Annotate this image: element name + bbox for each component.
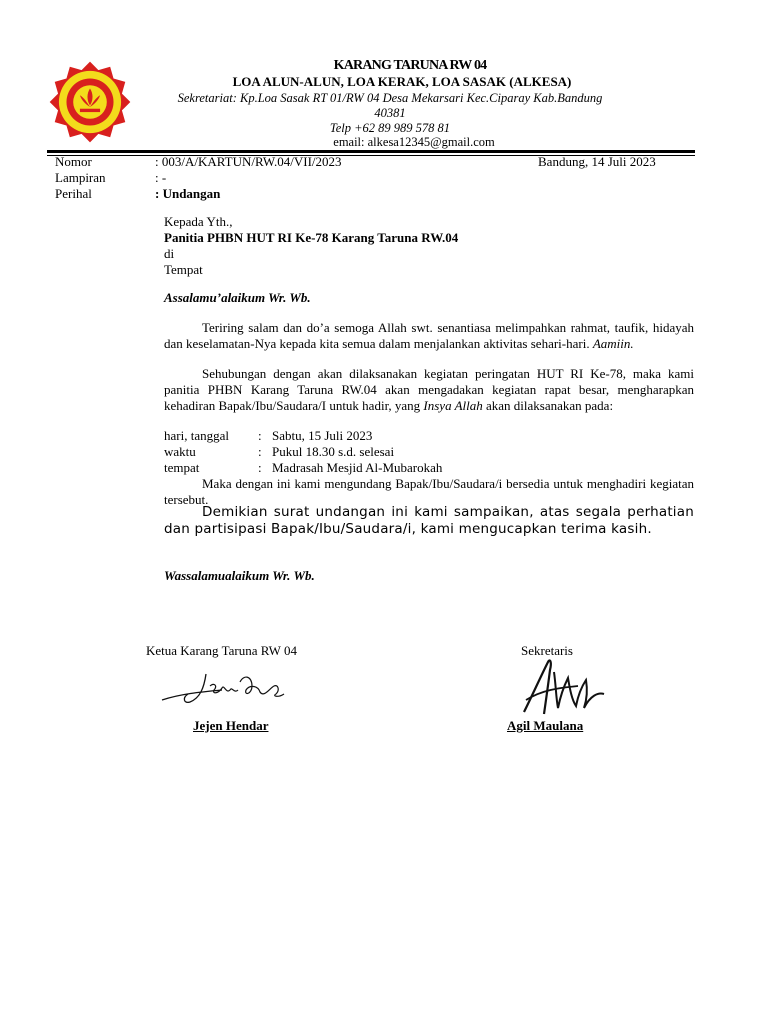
address-phone: Telp +62 89 989 578 81 <box>329 121 451 135</box>
organization-subtitle: LOA ALUN-ALUN, LOA KERAK, LOA SASAK (ALKESA) <box>232 74 572 89</box>
schedule-separator: : <box>258 444 262 459</box>
paragraph-1 <box>164 320 694 352</box>
right-signature-image <box>518 656 608 720</box>
left-signatory-title: Ketua Karang Taruna RW 04 <box>146 643 297 658</box>
schedule-value: Madrasah Mesjid Al-Mubarokah <box>272 460 443 475</box>
paragraph-2-end: akan dilaksanakan pada: <box>486 398 614 413</box>
schedule-separator: : <box>258 460 262 475</box>
left-signatory-name: Jejen Hendar <box>193 718 269 733</box>
perihal-value: : Undangan <box>155 186 221 201</box>
schedule-separator: : <box>258 428 262 443</box>
paragraph-1-italic: Aamiin. <box>592 336 634 351</box>
perihal-label: Perihal <box>55 186 92 201</box>
organization-email: email: alkesa12345@gmail.com <box>333 135 495 149</box>
paragraph-2-italic: Insya Allah <box>423 398 483 413</box>
address-line: Sekretariat: Kp.Loa Sasak RT 01/RW 04 Desa Mekarsari Kec.Ciparay Kab.Bandung <box>177 91 603 105</box>
paragraph-4: Demikian surat undangan ini kami sampaikan, atas segala perhatian dan partisipasi Bapak/Ibu/Saudara/i, kami mengucapkan terima kasih. <box>164 504 694 537</box>
recipient-name: Panitia PHBN HUT RI Ke-78 Karang Taruna RW.04 <box>164 230 459 245</box>
nomor-label: Nomor <box>55 154 92 169</box>
paragraph-2-text: Sehubungan dengan akan dilaksanakan kegiatan peringatan HUT RI Ke-78, maka kami panitia PHBN Karang Taruna RW.04 akan mengadakan kegiatan rapat besar, mengharapkan kehadiran Bapak/Ibu/Saudara/I untuk hadir, yang <box>164 366 694 413</box>
nomor-value: : 003/A/KARTUN/RW.04/VII/2023 <box>155 154 342 169</box>
recipient-salutation: Kepada Yth., <box>164 214 233 229</box>
left-signature-image <box>160 664 290 712</box>
schedule-value: Pukul 18.30 s.d. selesai <box>272 444 395 459</box>
closing: Wassalamualaikum Wr. Wb. <box>164 568 315 583</box>
paragraph-2 <box>164 366 694 414</box>
lampiran-label: Lampiran <box>55 170 106 185</box>
letterhead-divider-thick <box>47 150 695 153</box>
schedule-label: tempat <box>164 460 200 475</box>
recipient-block <box>164 214 694 278</box>
lampiran-value: : - <box>155 170 167 185</box>
schedule-value: Sabtu, 15 Juli 2023 <box>272 428 373 443</box>
schedule-label: hari, tanggal <box>164 428 229 443</box>
greeting: Assalamu’alaikum Wr. Wb. <box>164 290 311 305</box>
right-signatory-title: Sekretaris <box>521 643 573 658</box>
schedule-label: waktu <box>164 444 196 459</box>
organization-name: KARANG TARUNA RW 04 <box>333 58 487 73</box>
organization-address <box>140 91 640 136</box>
paragraph-3: Maka dengan ini kami mengundang Bapak/Ibu/Saudara/i bersedia untuk menghadiri kegiatan tersebut. <box>164 476 694 507</box>
letter-date: Bandung, 14 Juli 2023 <box>538 154 656 169</box>
right-signatory-name: Agil Maulana <box>507 718 584 733</box>
recipient-di: di <box>164 246 175 261</box>
recipient-place: Tempat <box>164 262 203 277</box>
address-postal-code: 40381 <box>374 106 406 120</box>
paragraph-1-text: Teriring salam dan do’a semoga Allah swt. senantiasa melimpahkan rahmat, taufik, hidayah dan keselamatan-Nya kepada kita semua dalam menjalankan aktivitas sehari-hari. <box>164 320 694 351</box>
